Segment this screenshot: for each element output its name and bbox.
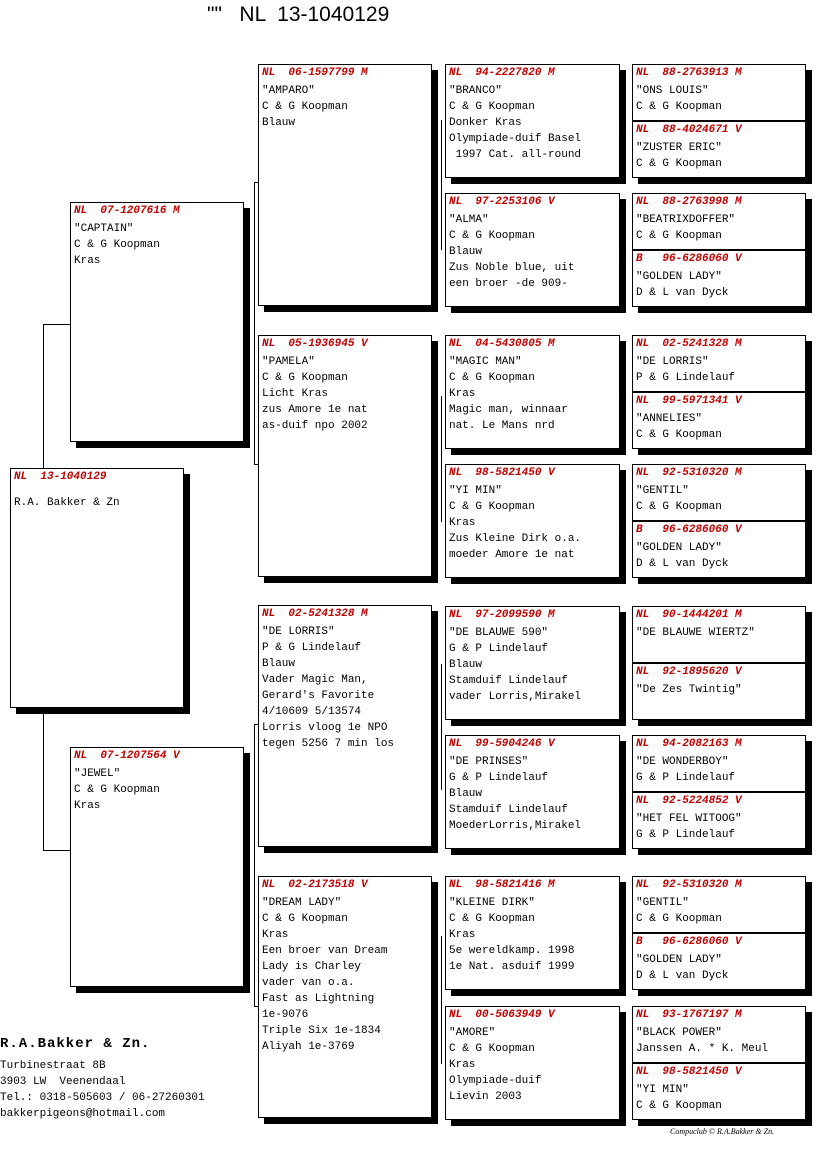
note-line: vader Lorris,Mirakel — [449, 691, 582, 703]
note-line: Triple Six 1e-1834 — [262, 1025, 381, 1037]
note-line: Lady is Charley — [262, 961, 362, 973]
pigeon-name: "De Zes Twintig" — [636, 684, 742, 696]
ring-number: NL 13-1040129 — [14, 471, 107, 483]
connector-line — [441, 396, 442, 522]
note-line: MoederLorris,Mirakel — [449, 820, 582, 832]
ring-number: NL 05-1936945 V — [262, 338, 368, 350]
note-line: Blauw — [449, 246, 483, 258]
owner-name: C & G Koopman — [636, 1100, 722, 1112]
connector-line — [254, 724, 255, 1006]
connector-line — [254, 182, 255, 464]
note-line: 1e-9076 — [262, 1009, 309, 1021]
ring-number: NL 02-5241328 M — [636, 338, 742, 350]
ancestor-box — [632, 663, 806, 720]
breeder-address: Turbinestraat 8B — [0, 1060, 106, 1072]
note-line: 4/10609 5/13574 — [262, 706, 362, 718]
note-line: Aliyah 1e-3769 — [262, 1041, 355, 1053]
ancestor-box — [632, 250, 806, 307]
pigeon-name: "GOLDEN LADY" — [636, 542, 722, 554]
note-line: Blauw — [449, 659, 483, 671]
ancestor-box — [632, 521, 806, 578]
ring-number: B 96-6286060 V — [636, 936, 742, 948]
ring-number: NL 00-5063949 V — [449, 1009, 555, 1021]
owner-name: C & G Koopman — [636, 230, 722, 242]
pigeon-name: "AMPARO" — [262, 85, 315, 97]
ring-number: NL 99-5904246 V — [449, 738, 555, 750]
ancestor-box — [632, 876, 806, 933]
note-line: Kras — [449, 517, 476, 529]
ancestor-box — [632, 193, 806, 250]
note-line: Blauw — [449, 788, 483, 800]
note-line: Magic man, winnaar — [449, 404, 568, 416]
note-line: 5e wereldkamp. 1998 — [449, 945, 575, 957]
connector-line — [441, 664, 442, 790]
ring-number: NL 92-1895620 V — [636, 666, 742, 678]
note-line: Gerard's Favorite — [262, 690, 375, 702]
owner-name: C & G Koopman — [449, 230, 535, 242]
ancestor-box — [632, 464, 806, 521]
pigeon-name: "DE BLAUWE 590" — [449, 627, 549, 639]
ancestor-box — [632, 735, 806, 792]
great-grandparent-box — [445, 606, 620, 720]
ring-number: NL 04-5430805 M — [449, 338, 555, 350]
ancestor-box — [632, 606, 806, 663]
ancestor-box — [632, 64, 806, 121]
ring-number: NL 98-5821416 M — [449, 879, 555, 891]
connector-line — [43, 708, 44, 850]
ring-number: NL 94-2082163 M — [636, 738, 742, 750]
pigeon-name: "GENTIL" — [636, 897, 689, 909]
pedigree-title: "" NL 13-1040129 — [207, 3, 390, 26]
great-grandparent-box — [445, 193, 620, 307]
great-grandparent-box — [445, 1006, 620, 1120]
note-line: Olympiade-duif Basel — [449, 133, 582, 145]
pigeon-name: "GENTIL" — [636, 485, 689, 497]
note-line: Fast as Lightning — [262, 993, 375, 1005]
owner-name: C & G Koopman — [636, 158, 722, 170]
owner-name: G & P Lindelauf — [449, 643, 549, 655]
note-line: Een broer van Dream — [262, 945, 388, 957]
ancestor-box — [632, 392, 806, 449]
pigeon-name: "BLACK POWER" — [636, 1027, 722, 1039]
pigeon-name: "YI MIN" — [636, 1084, 689, 1096]
pigeon-name: "DREAM LADY" — [262, 897, 342, 909]
owner-name: C & G Koopman — [449, 913, 535, 925]
owner-name: C & G Koopman — [636, 501, 722, 513]
ring-number: NL 94-2227820 M — [449, 67, 555, 79]
note-line: Stamduif Lindelauf — [449, 804, 568, 816]
owner-name: D & L van Dyck — [636, 970, 729, 982]
ring-number: NL 88-2763998 M — [636, 196, 742, 208]
pigeon-name: "ALMA" — [449, 214, 489, 226]
owner-name: C & G Koopman — [636, 913, 722, 925]
note-line: Blauw — [262, 117, 296, 129]
pigeon-name: "ANNELIES" — [636, 413, 703, 425]
ring-number: NL 02-2173518 V — [262, 879, 368, 891]
note-line: Olympiade-duif — [449, 1075, 542, 1087]
owner-name: G & P Lindelauf — [636, 829, 736, 841]
great-grandparent-box — [445, 876, 620, 990]
ancestor-box — [632, 792, 806, 849]
ring-number: NL 93-1767197 M — [636, 1009, 742, 1021]
pigeon-name: "DE BLAUWE WIERTZ" — [636, 627, 755, 639]
note-line: zus Amore 1e nat — [262, 404, 368, 416]
note-line: een broer -de 909- — [449, 278, 568, 290]
pigeon-name: "DE LORRIS" — [636, 356, 709, 368]
ring-number: NL 98-5821450 V — [636, 1066, 742, 1078]
ring-number: NL 99-5971341 V — [636, 395, 742, 407]
breeder-email: bakkerpigeons@hotmail.com — [0, 1108, 166, 1120]
breeder-info — [0, 1036, 205, 1122]
great-grandparent-box — [445, 735, 620, 849]
note-line: Kras — [449, 929, 476, 941]
connector-line — [43, 324, 71, 325]
great-grandparent-box — [445, 464, 620, 578]
owner-name: C & G Koopman — [449, 1043, 535, 1055]
pigeon-name: "HET FEL WITOOG" — [636, 813, 742, 825]
pigeon-name: "ZUSTER ERIC" — [636, 142, 722, 154]
ancestor-box — [632, 335, 806, 392]
pigeon-name: "DE LORRIS" — [262, 626, 335, 638]
note-line: Zus Noble blue, uit — [449, 262, 575, 274]
note-line: Vader Magic Man, — [262, 674, 368, 686]
ring-number: NL 98-5821450 V — [449, 467, 555, 479]
ring-number: NL 97-2099590 M — [449, 609, 555, 621]
note-line: Blauw — [262, 658, 296, 670]
owner-name: D & L van Dyck — [636, 558, 729, 570]
grandparent-box — [258, 876, 432, 1118]
ring-number: NL 07-1207564 V — [74, 750, 180, 762]
note-line: Zus Kleine Dirk o.a. — [449, 533, 582, 545]
breeder-postcode: 3903 LW Veenendaal — [0, 1076, 126, 1088]
subject-box — [10, 468, 184, 708]
pigeon-name: "PAMELA" — [262, 356, 315, 368]
ring-number: NL 92-5310320 M — [636, 879, 742, 891]
dam-box — [70, 747, 244, 987]
owner-name: C & G Koopman — [74, 784, 160, 796]
great-grandparent-box — [445, 335, 620, 449]
ring-number: NL 07-1207616 M — [74, 205, 180, 217]
pigeon-name: "CAPTAIN" — [74, 223, 134, 235]
pigeon-name: "ONS LOUIS" — [636, 85, 709, 97]
connector-line — [43, 850, 71, 851]
owner-name: C & G Koopman — [636, 429, 722, 441]
pigeon-name: "MAGIC MAN" — [449, 356, 522, 368]
grandparent-box — [258, 335, 432, 577]
note-line: Kras — [449, 1059, 476, 1071]
pigeon-name: "BRANCO" — [449, 85, 502, 97]
pigeon-name: "DE PRINSES" — [449, 756, 529, 768]
owner-name: P & G Lindelauf — [636, 372, 736, 384]
connector-line — [441, 120, 442, 250]
note-line: as-duif npo 2002 — [262, 420, 368, 432]
sire-box — [70, 202, 244, 442]
pigeon-name: "YI MIN" — [449, 485, 502, 497]
ring-number: NL 06-1597799 M — [262, 67, 368, 79]
ring-number: NL 97-2253106 V — [449, 196, 555, 208]
owner-name: G & P Lindelauf — [636, 772, 736, 784]
grandparent-box — [258, 605, 432, 847]
ancestor-box — [632, 121, 806, 178]
ancestor-box — [632, 1063, 806, 1120]
pigeon-name: "BEATRIXDOFFER" — [636, 214, 736, 226]
owner-name: C & G Koopman — [74, 239, 160, 251]
owner-name: C & G Koopman — [449, 101, 535, 113]
note-line: Lorris vloog 1e NPO — [262, 722, 388, 734]
grandparent-box — [258, 64, 432, 306]
owner-name: C & G Koopman — [636, 101, 722, 113]
connector-line — [441, 936, 442, 1064]
ancestor-box — [632, 933, 806, 990]
note-line: moeder Amore 1e nat — [449, 549, 575, 561]
note-line: Lievin 2003 — [449, 1091, 522, 1103]
owner-name: R.A. Bakker & Zn — [14, 497, 120, 509]
ancestor-box — [632, 1006, 806, 1063]
owner-name: Janssen A. * K. Meul — [636, 1043, 769, 1055]
pigeon-name: "KLEINE DIRK" — [449, 897, 535, 909]
note-line: Stamduif Lindelauf — [449, 675, 568, 687]
breeder-name: R.A.Bakker & Zn. — [0, 1036, 151, 1052]
footer-credit: Compuclub © R.A.Bakker & Zn. — [670, 1127, 775, 1136]
owner-name: C & G Koopman — [262, 372, 348, 384]
ring-number: NL 92-5310320 M — [636, 467, 742, 479]
breeder-phone: Tel.: 0318-505603 / 06-27260301 — [0, 1092, 205, 1104]
ring-number: NL 90-1444201 M — [636, 609, 742, 621]
note-line: Kras — [74, 255, 101, 267]
owner-name: P & G Lindelauf — [262, 642, 362, 654]
pigeon-name: "AMORE" — [449, 1027, 496, 1039]
ring-number: NL 92-5224852 V — [636, 795, 742, 807]
connector-line — [43, 324, 44, 470]
owner-name: D & L van Dyck — [636, 287, 729, 299]
owner-name: G & P Lindelauf — [449, 772, 549, 784]
note-line: Kras — [449, 388, 476, 400]
great-grandparent-box — [445, 64, 620, 178]
note-line: Kras — [74, 800, 101, 812]
pigeon-name: "DE WONDERBOY" — [636, 756, 729, 768]
ring-number: NL 88-4024671 V — [636, 124, 742, 136]
owner-name: C & G Koopman — [262, 913, 348, 925]
ring-number: B 96-6286060 V — [636, 253, 742, 265]
note-line: vader van o.a. — [262, 977, 355, 989]
note-line: Donker Kras — [449, 117, 522, 129]
ring-number: NL 02-5241328 M — [262, 608, 368, 620]
note-line: Licht Kras — [262, 388, 329, 400]
note-line: 1e Nat. asduif 1999 — [449, 961, 575, 973]
owner-name: C & G Koopman — [449, 501, 535, 513]
note-line: nat. Le Mans nrd — [449, 420, 555, 432]
ring-number: NL 88-2763913 M — [636, 67, 742, 79]
pigeon-name: "GOLDEN LADY" — [636, 271, 722, 283]
ring-number: B 96-6286060 V — [636, 524, 742, 536]
note-line: Kras — [262, 929, 289, 941]
note-line: 1997 Cat. all-round — [449, 149, 582, 161]
pigeon-name: "JEWEL" — [74, 768, 121, 780]
note-line: tegen 5256 7 min los — [262, 738, 395, 750]
owner-name: C & G Koopman — [449, 372, 535, 384]
owner-name: C & G Koopman — [262, 101, 348, 113]
pigeon-name: "GOLDEN LADY" — [636, 954, 722, 966]
